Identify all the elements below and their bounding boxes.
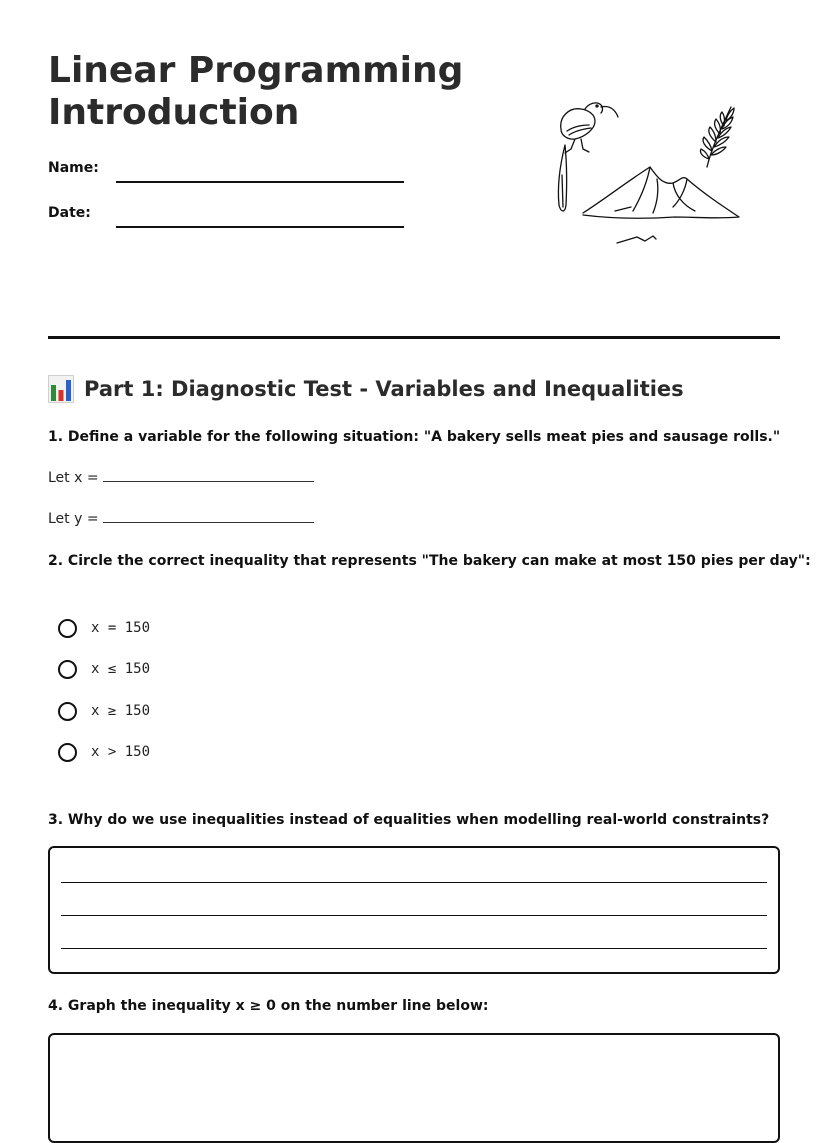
let-y-row bbox=[48, 510, 314, 527]
question-2: 2. Circle the correct inequality that represents "The bakery can make at most 150 pies per day": bbox=[48, 553, 811, 569]
worksheet-title bbox=[48, 50, 463, 134]
let-x-label: Let x = bbox=[48, 470, 99, 486]
date-field-line[interactable] bbox=[116, 226, 404, 228]
answer-line bbox=[61, 915, 767, 916]
option-1[interactable] bbox=[58, 616, 150, 640]
option-2[interactable] bbox=[58, 657, 150, 681]
let-x-row bbox=[48, 469, 314, 486]
title-line-1: Linear Programming bbox=[48, 50, 464, 91]
option-3-radio[interactable] bbox=[58, 702, 77, 721]
q3-answer-box[interactable] bbox=[48, 846, 780, 974]
option-4-radio[interactable] bbox=[58, 743, 77, 762]
option-3[interactable] bbox=[58, 699, 150, 723]
section-divider bbox=[48, 336, 780, 339]
answer-line bbox=[61, 948, 767, 949]
fern-icon bbox=[700, 107, 734, 167]
option-1-radio[interactable] bbox=[58, 619, 77, 638]
answer-line bbox=[61, 882, 767, 883]
option-2-radio[interactable] bbox=[58, 660, 77, 679]
question-4: 4. Graph the inequality x ≥ 0 on the number line below: bbox=[48, 998, 489, 1014]
title-line-2: Introduction bbox=[48, 92, 300, 133]
option-4[interactable] bbox=[58, 740, 150, 764]
question-1: 1. Define a variable for the following situation: "A bakery sells meat pies and sausage rolls." bbox=[48, 429, 781, 445]
date-label: Date: bbox=[48, 205, 91, 221]
name-field-line[interactable] bbox=[116, 181, 404, 183]
option-1-label: x = 150 bbox=[91, 620, 151, 636]
kiwi-mountain-illustration bbox=[545, 95, 745, 255]
question-3: 3. Why do we use inequalities instead of equalities when modelling real-world constraints? bbox=[48, 812, 770, 828]
option-4-label: x > 150 bbox=[91, 744, 151, 760]
let-x-blank[interactable] bbox=[103, 469, 314, 482]
option-2-label: x ≤ 150 bbox=[91, 661, 151, 677]
name-label: Name: bbox=[48, 160, 99, 176]
let-y-blank[interactable] bbox=[103, 510, 314, 523]
number-line-box[interactable] bbox=[48, 1033, 780, 1143]
bar-chart-icon bbox=[48, 375, 74, 403]
mountain-icon bbox=[583, 167, 739, 243]
section-heading bbox=[48, 374, 684, 404]
section-title: Part 1: Diagnostic Test - Variables and Inequalities bbox=[84, 377, 684, 401]
let-y-label: Let y = bbox=[48, 511, 99, 527]
option-3-label: x ≥ 150 bbox=[91, 703, 151, 719]
